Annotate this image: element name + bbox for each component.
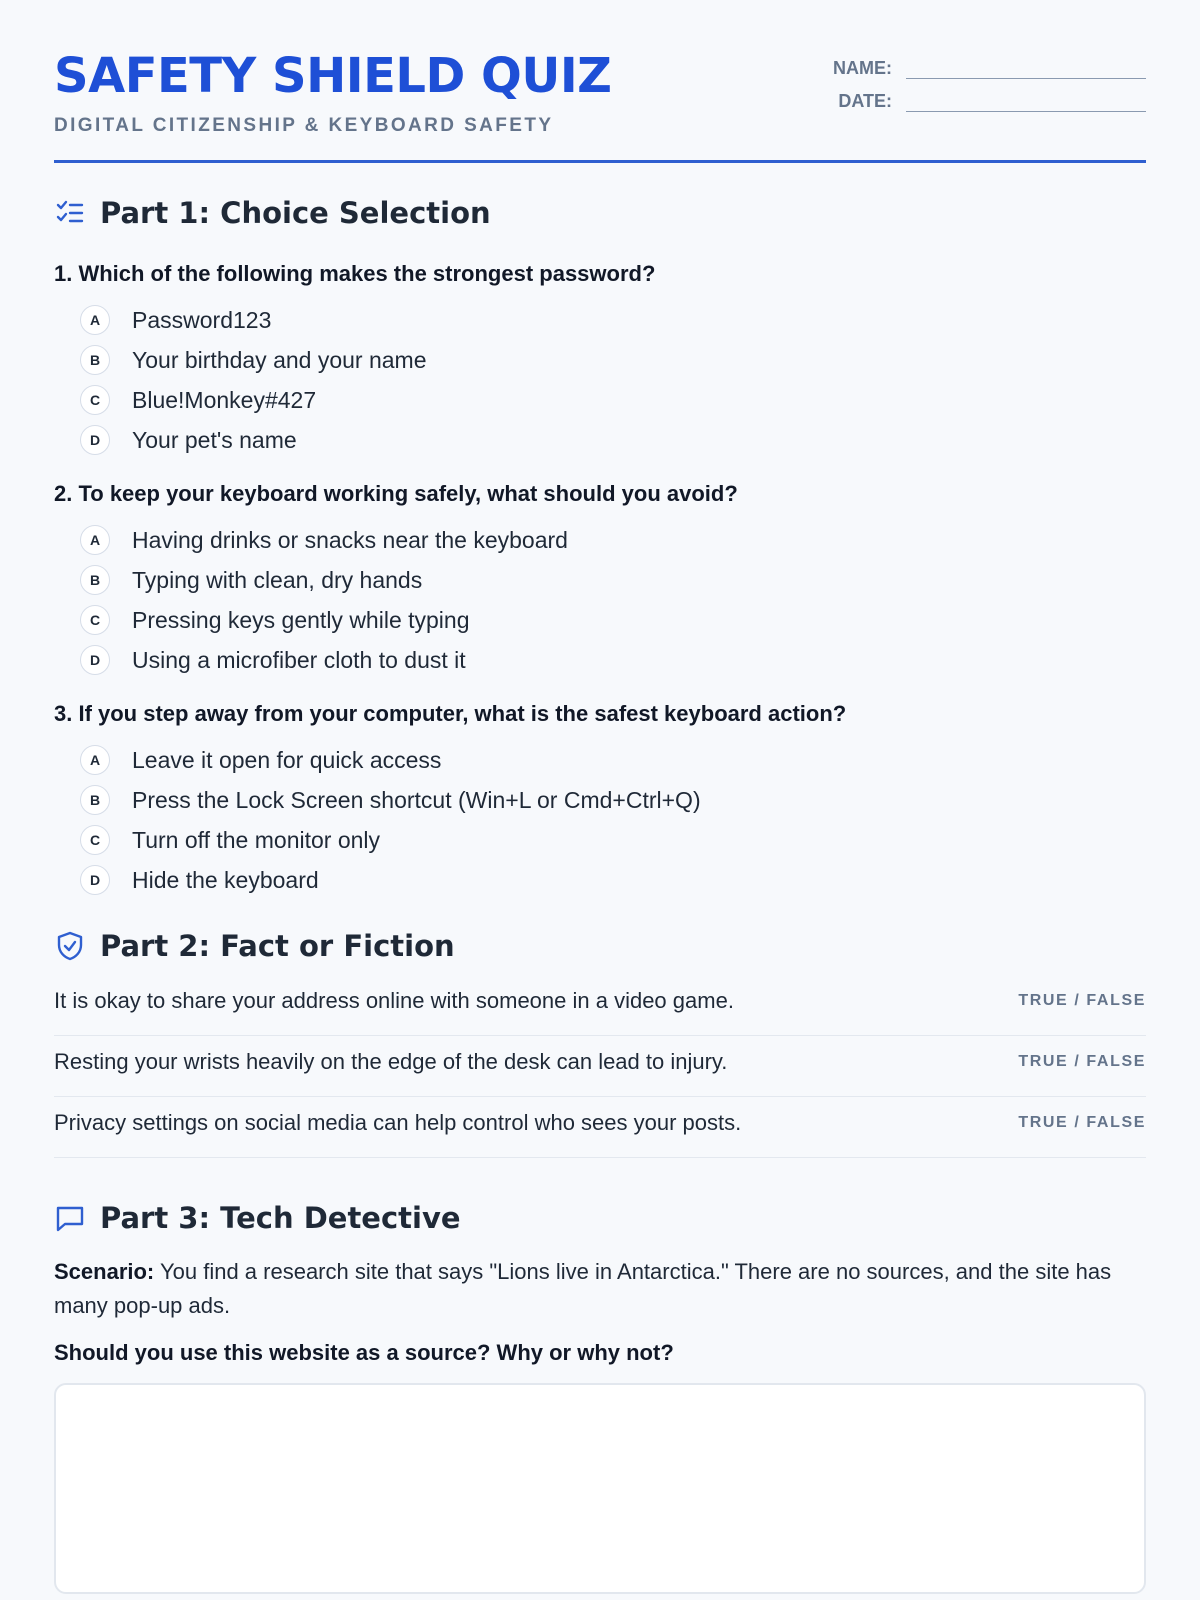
option-b[interactable] [80,560,1146,600]
date-field-row [812,87,1146,112]
option-d[interactable] [80,420,1146,460]
option-text: Hide the keyboard [132,866,319,893]
option-text: Press the Lock Screen shortcut (Win+L or Cmd+Ctrl+Q) [132,786,701,813]
part3-title: Part 3: Tech Detective [100,1201,461,1235]
option-letter: B [80,345,110,375]
shield-check-icon [54,930,86,962]
statement-row [54,975,1146,1036]
statement-row [54,1036,1146,1097]
option-text: Turn off the monitor only [132,826,381,853]
true-false-choice[interactable]: TRUE / FALSE [1018,992,1146,1009]
statement-row [54,1097,1146,1158]
page-title: SAFETY SHIELD QUIZ [54,48,612,104]
true-false-choice[interactable]: TRUE / FALSE [1018,1114,1146,1131]
option-c[interactable] [80,380,1146,420]
question-text: 1. Which of the following makes the strongest password? [54,261,656,286]
quiz-header [54,0,1146,163]
name-field[interactable] [906,54,1146,79]
option-letter: A [80,525,110,555]
option-text: Blue!Monkey#427 [132,386,317,413]
statement-text: It is okay to share your address online with someone in a video game. [54,988,734,1013]
option-text: Leave it open for quick access [132,746,442,773]
option-letter: A [80,305,110,335]
option-b[interactable] [80,340,1146,380]
option-text: Having drinks or snacks near the keyboard [132,526,568,553]
option-a[interactable] [80,300,1146,340]
question-prompt: Should you use this website as a source? Why or why not? [54,1340,674,1365]
statement-text: Privacy settings on social media can help control who sees your posts. [54,1110,742,1135]
option-letter: B [80,785,110,815]
scenario-label: Scenario: [54,1259,155,1284]
option-d[interactable] [80,640,1146,680]
part1-heading [54,196,491,230]
name-label: NAME: [833,58,892,78]
checklist-icon [54,197,86,229]
option-text: Your birthday and your name [132,346,427,373]
date-field[interactable] [906,87,1146,112]
option-letter: A [80,745,110,775]
option-letter: D [80,645,110,675]
option-letter: C [80,605,110,635]
option-letter: D [80,425,110,455]
part1-title: Part 1: Choice Selection [100,196,491,230]
question-text: 3. If you step away from your computer, what is the safest keyboard action? [54,701,847,726]
option-letter: C [80,825,110,855]
statement-text: Resting your wrists heavily on the edge of the desk can lead to injury. [54,1049,728,1074]
part2-heading [54,929,455,963]
option-letter: B [80,565,110,595]
name-field-row [812,54,1146,79]
part2-title: Part 2: Fact or Fiction [100,929,455,963]
message-square-icon [54,1202,86,1234]
option-c[interactable] [80,820,1146,860]
scenario-text: You find a research site that says "Lions live in Antarctica." There are no sources, and the site has many pop-up ads. [54,1259,1112,1318]
page-subtitle: DIGITAL CITIZENSHIP & KEYBOARD SAFETY [54,115,554,136]
option-b[interactable] [80,780,1146,820]
scenario-text-block [54,1255,1146,1323]
part3-heading [54,1201,461,1235]
answer-textarea[interactable] [54,1383,1146,1594]
option-a[interactable] [80,740,1146,780]
option-text: Typing with clean, dry hands [132,566,423,593]
date-label: DATE: [838,91,892,111]
option-text: Pressing keys gently while typing [132,606,470,633]
option-text: Password123 [132,306,272,333]
true-false-choice[interactable]: TRUE / FALSE [1018,1053,1146,1070]
fact-or-fiction-list [54,975,1146,1158]
question-text: 2. To keep your keyboard working safely, what should you avoid? [54,481,738,506]
option-a[interactable] [80,520,1146,560]
option-text: Your pet's name [132,426,297,453]
option-c[interactable] [80,600,1146,640]
question-3 [54,700,1146,900]
option-letter: D [80,865,110,895]
question-1 [54,260,1146,460]
option-text: Using a microfiber cloth to dust it [132,646,466,673]
question-2 [54,480,1146,680]
option-letter: C [80,385,110,415]
option-d[interactable] [80,860,1146,900]
